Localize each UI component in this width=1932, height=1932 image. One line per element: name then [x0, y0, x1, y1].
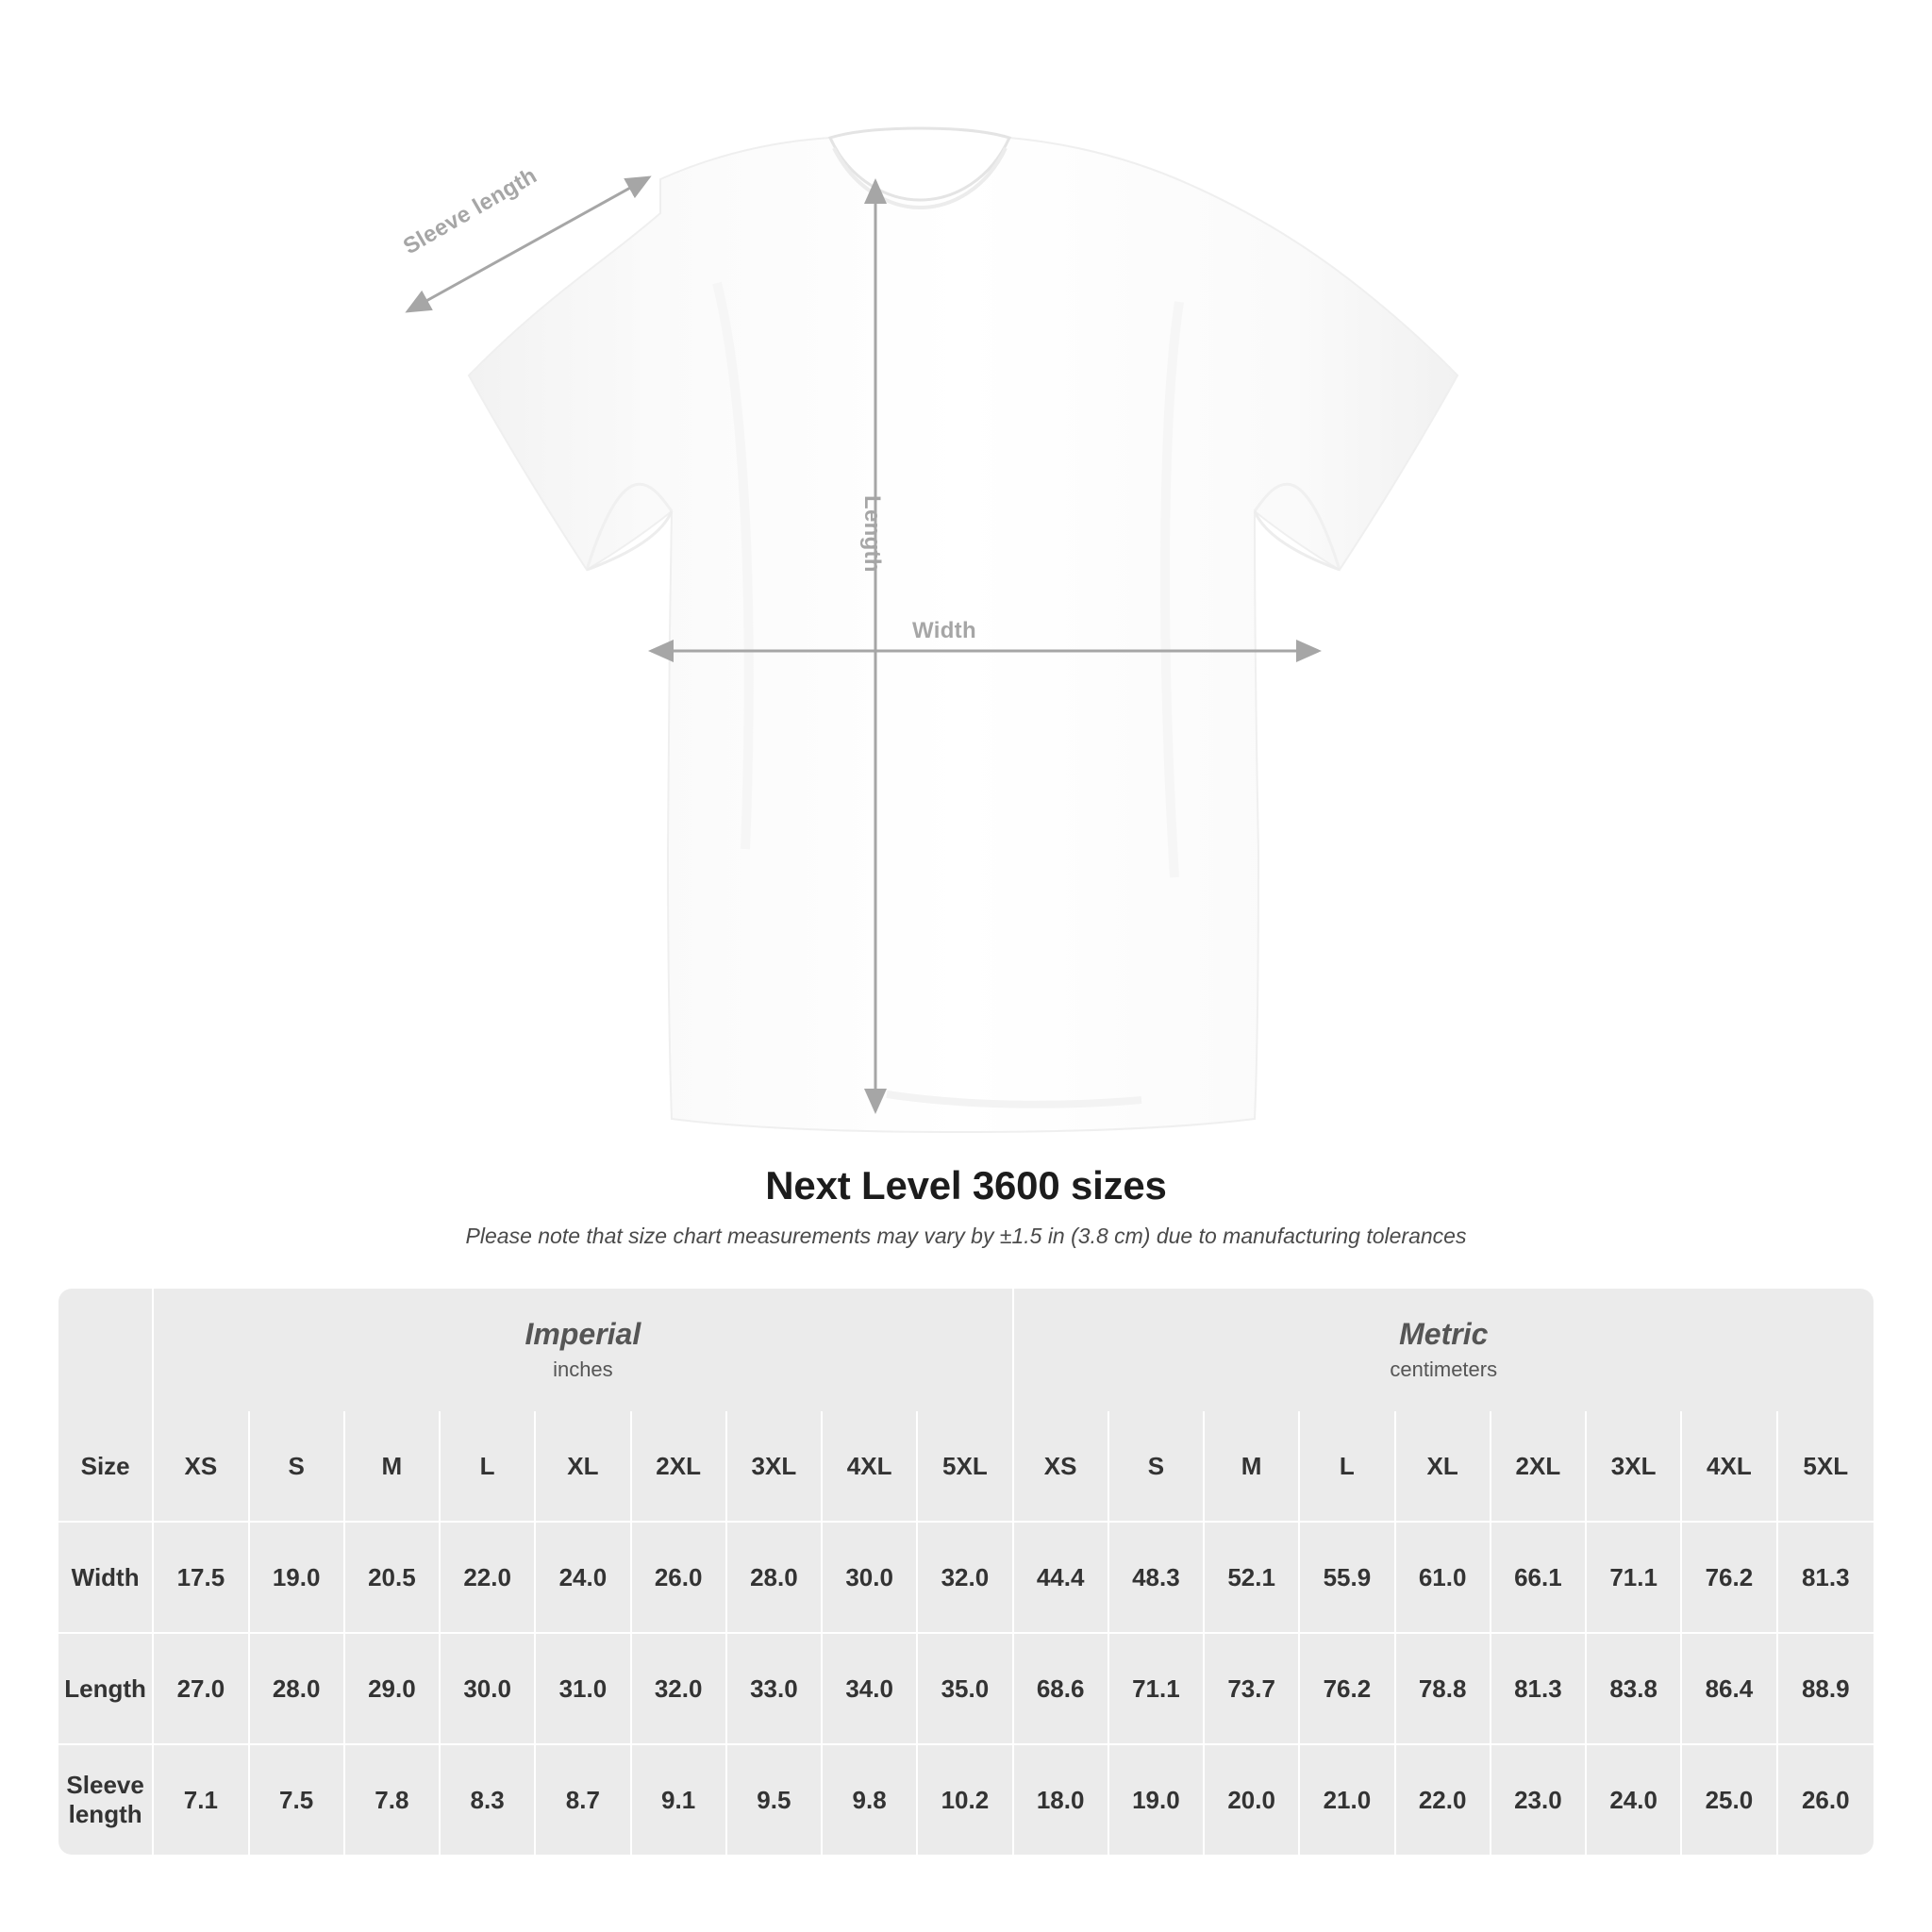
- size-header-3xl-imperial: 3XL: [727, 1411, 823, 1523]
- width-label: Width: [912, 618, 976, 643]
- cell-value: 9.8: [823, 1745, 918, 1855]
- metric-title: Metric: [1399, 1317, 1489, 1352]
- cell-value: 28.0: [250, 1634, 345, 1745]
- cell-value: 7.5: [250, 1745, 345, 1855]
- size-header-l-imperial: L: [441, 1411, 536, 1523]
- cell-value: 22.0: [441, 1523, 536, 1634]
- size-header-m-metric: M: [1205, 1411, 1300, 1523]
- cell-value: 19.0: [1109, 1745, 1205, 1855]
- cell-value: 81.3: [1491, 1634, 1587, 1745]
- cell-value: 83.8: [1587, 1634, 1682, 1745]
- cell-value: 20.5: [345, 1523, 441, 1634]
- size-header-2xl-imperial: 2XL: [632, 1411, 727, 1523]
- imperial-subtitle: inches: [553, 1357, 613, 1381]
- size-table-container: [58, 1289, 1874, 1855]
- cell-value: 44.4: [1014, 1523, 1109, 1634]
- size-header-3xl-metric: 3XL: [1587, 1411, 1682, 1523]
- cell-value: 48.3: [1109, 1523, 1205, 1634]
- cell-value: 35.0: [918, 1634, 1013, 1745]
- size-header-5xl-metric: 5XL: [1778, 1411, 1874, 1523]
- cell-value: 24.0: [1587, 1745, 1682, 1855]
- table-row-units: [58, 1289, 1874, 1411]
- size-table: [58, 1289, 1874, 1855]
- size-header-xl-imperial: XL: [536, 1411, 631, 1523]
- cell-value: 9.1: [632, 1745, 727, 1855]
- size-row-label: Size: [58, 1411, 154, 1523]
- size-header-5xl-imperial: 5XL: [918, 1411, 1013, 1523]
- cell-value: 25.0: [1682, 1745, 1777, 1855]
- table-row: [58, 1745, 1874, 1855]
- row-label-length: Length: [58, 1634, 154, 1745]
- imperial-title: Imperial: [525, 1317, 641, 1352]
- cell-value: 61.0: [1396, 1523, 1491, 1634]
- cell-value: 29.0: [345, 1634, 441, 1745]
- cell-value: 26.0: [632, 1523, 727, 1634]
- cell-value: 76.2: [1300, 1634, 1395, 1745]
- table-corner-cell: [58, 1289, 154, 1411]
- size-header-l-metric: L: [1300, 1411, 1395, 1523]
- row-label-width: Width: [58, 1523, 154, 1634]
- cell-value: 7.8: [345, 1745, 441, 1855]
- size-header-2xl-metric: 2XL: [1491, 1411, 1587, 1523]
- cell-value: 24.0: [536, 1523, 631, 1634]
- size-header-xs-metric: XS: [1014, 1411, 1109, 1523]
- cell-value: 31.0: [536, 1634, 631, 1745]
- size-header-s-imperial: S: [250, 1411, 345, 1523]
- size-header-s-metric: S: [1109, 1411, 1205, 1523]
- cell-value: 19.0: [250, 1523, 345, 1634]
- title-block: [0, 1163, 1932, 1249]
- size-header-xl-metric: XL: [1396, 1411, 1491, 1523]
- cell-value: 8.7: [536, 1745, 631, 1855]
- cell-value: 66.1: [1491, 1523, 1587, 1634]
- cell-value: 30.0: [823, 1523, 918, 1634]
- cell-value: 55.9: [1300, 1523, 1395, 1634]
- cell-value: 30.0: [441, 1634, 536, 1745]
- page-title: Next Level 3600 sizes: [765, 1163, 1167, 1208]
- cell-value: 71.1: [1587, 1523, 1682, 1634]
- cell-value: 76.2: [1682, 1523, 1777, 1634]
- cell-value: 26.0: [1778, 1745, 1874, 1855]
- table-row-sizes: [58, 1411, 1874, 1523]
- size-header-4xl-metric: 4XL: [1682, 1411, 1777, 1523]
- cell-value: 32.0: [918, 1523, 1013, 1634]
- cell-value: 8.3: [441, 1745, 536, 1855]
- cell-value: 10.2: [918, 1745, 1013, 1855]
- cell-value: 73.7: [1205, 1634, 1300, 1745]
- cell-value: 17.5: [154, 1523, 249, 1634]
- cell-value: 22.0: [1396, 1745, 1491, 1855]
- imperial-unit-header: [154, 1289, 1013, 1411]
- cell-value: 33.0: [727, 1634, 823, 1745]
- cell-value: 71.1: [1109, 1634, 1205, 1745]
- cell-value: 88.9: [1778, 1634, 1874, 1745]
- length-label: Length: [859, 495, 885, 573]
- cell-value: 68.6: [1014, 1634, 1109, 1745]
- cell-value: 20.0: [1205, 1745, 1300, 1855]
- size-header-m-imperial: M: [345, 1411, 441, 1523]
- sleeve-length-label: Sleeve length: [399, 162, 541, 260]
- metric-unit-header: [1014, 1289, 1874, 1411]
- cell-value: 86.4: [1682, 1634, 1777, 1745]
- cell-value: 28.0: [727, 1523, 823, 1634]
- cell-value: 23.0: [1491, 1745, 1587, 1855]
- size-header-4xl-imperial: 4XL: [823, 1411, 918, 1523]
- cell-value: 18.0: [1014, 1745, 1109, 1855]
- table-row: [58, 1523, 1874, 1634]
- cell-value: 52.1: [1205, 1523, 1300, 1634]
- cell-value: 27.0: [154, 1634, 249, 1745]
- metric-subtitle: centimeters: [1390, 1357, 1498, 1381]
- cell-value: 78.8: [1396, 1634, 1491, 1745]
- tolerance-note: Please note that size chart measurements may vary by ±1.5 in (3.8 cm) due to manufacturing tolerances: [465, 1224, 1467, 1248]
- cell-value: 21.0: [1300, 1745, 1395, 1855]
- table-row: [58, 1634, 1874, 1745]
- cell-value: 32.0: [632, 1634, 727, 1745]
- cell-value: 34.0: [823, 1634, 918, 1745]
- size-header-xs-imperial: XS: [154, 1411, 249, 1523]
- row-label-sleeve-length: Sleeve length: [58, 1745, 154, 1855]
- cell-value: 81.3: [1778, 1523, 1874, 1634]
- cell-value: 7.1: [154, 1745, 249, 1855]
- cell-value: 9.5: [727, 1745, 823, 1855]
